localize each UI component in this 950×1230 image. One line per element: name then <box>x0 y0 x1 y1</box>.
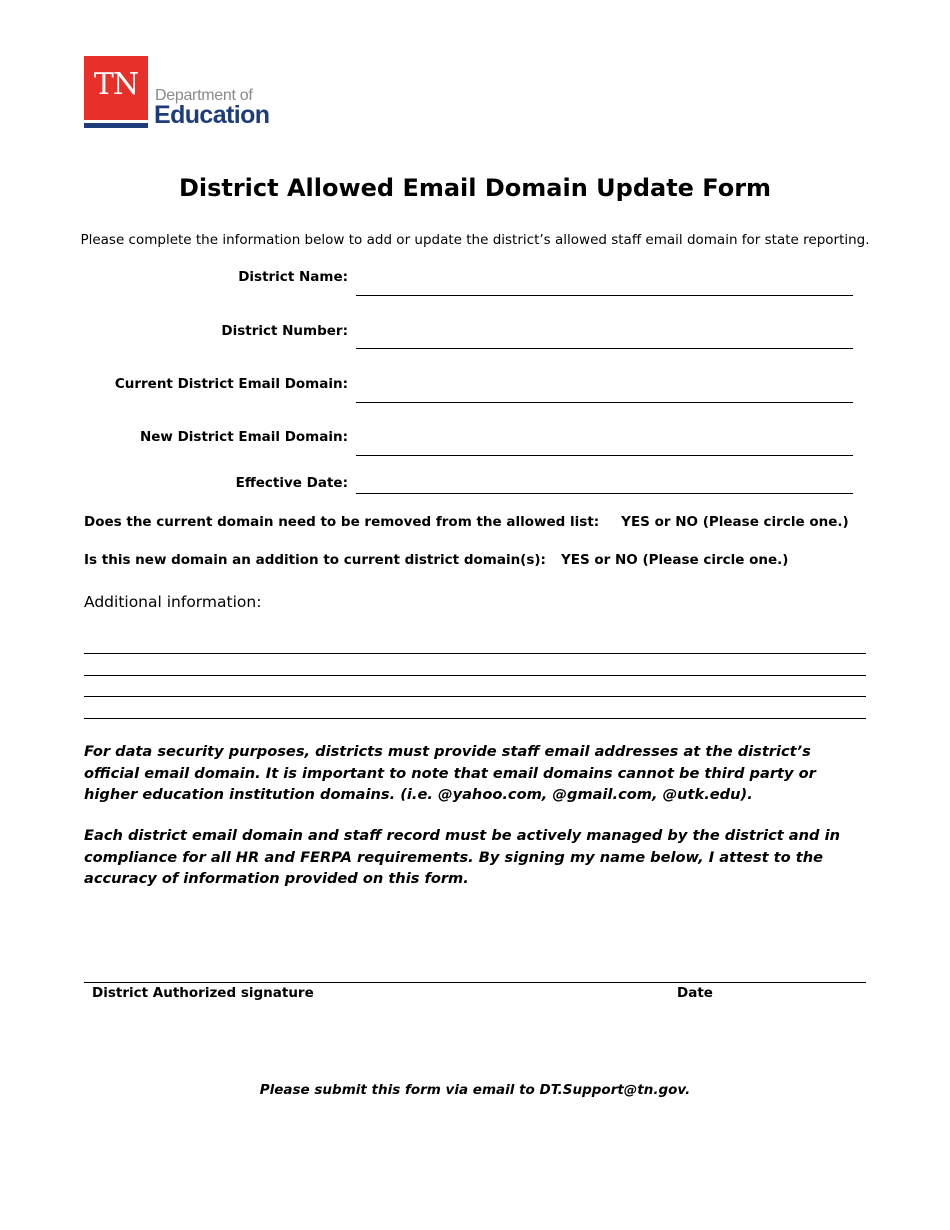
additional-info-line-2[interactable] <box>84 675 866 676</box>
logo-department: Department of <box>155 87 253 104</box>
additional-info-line-1[interactable] <box>84 653 866 654</box>
new-email-domain-input[interactable] <box>356 455 853 456</box>
signature-line[interactable] <box>84 982 866 983</box>
additional-info-line-4[interactable] <box>84 718 866 719</box>
district-name-label: District Name: <box>238 269 348 285</box>
district-name-input[interactable] <box>356 295 853 296</box>
date-label: Date <box>677 985 713 1001</box>
logo-education: Education <box>154 101 270 129</box>
signature-label: District Authorized signature <box>92 985 314 1001</box>
question-addition-domain <box>84 552 788 568</box>
question-remove-domain-text: Does the current domain need to be removed from the allowed list: <box>84 514 600 530</box>
effective-date-label: Effective Date: <box>235 475 348 491</box>
question-remove-domain-answer[interactable]: YES or NO (Please circle one.) <box>621 514 849 530</box>
data-security-notice: For data security purposes, districts must provide staff email addresses at the district’s official email domain. It is important to note that email domains cannot be third party or higher education institution domains. (i.e. @yahoo.com, @gmail.com, @utk.edu). <box>84 743 816 803</box>
question-addition-domain-answer[interactable]: YES or NO (Please circle one.) <box>560 552 789 568</box>
new-email-domain-label: New District Email Domain: <box>139 429 348 445</box>
question-remove-domain <box>84 514 849 530</box>
current-email-domain-input[interactable] <box>356 402 853 403</box>
logo-mark: TN <box>93 67 139 102</box>
intro-text: Please complete the information below to add or update the district’s allowed staff email domain for state reporting. <box>80 232 870 248</box>
district-number-input[interactable] <box>356 348 853 349</box>
district-number-label: District Number: <box>221 323 348 339</box>
effective-date-input[interactable] <box>356 493 853 494</box>
question-addition-domain-text: Is this new domain an addition to current district domain(s): <box>84 552 546 568</box>
additional-info-label: Additional information: <box>84 593 262 611</box>
additional-info-line-3[interactable] <box>84 696 866 697</box>
logo-bar <box>84 123 148 128</box>
page-title: District Allowed Email Domain Update Form <box>178 174 772 202</box>
attestation-notice: Each district email domain and staff record must be actively managed by the district and in compliance for all HR and FERPA requirements. By signing my name below, I attest to the accuracy of information provided on this form. <box>84 827 840 887</box>
current-email-domain-label: Current District Email Domain: <box>114 376 348 392</box>
submit-instructions: Please submit this form via email to DT.Support@tn.gov. <box>259 1082 691 1098</box>
